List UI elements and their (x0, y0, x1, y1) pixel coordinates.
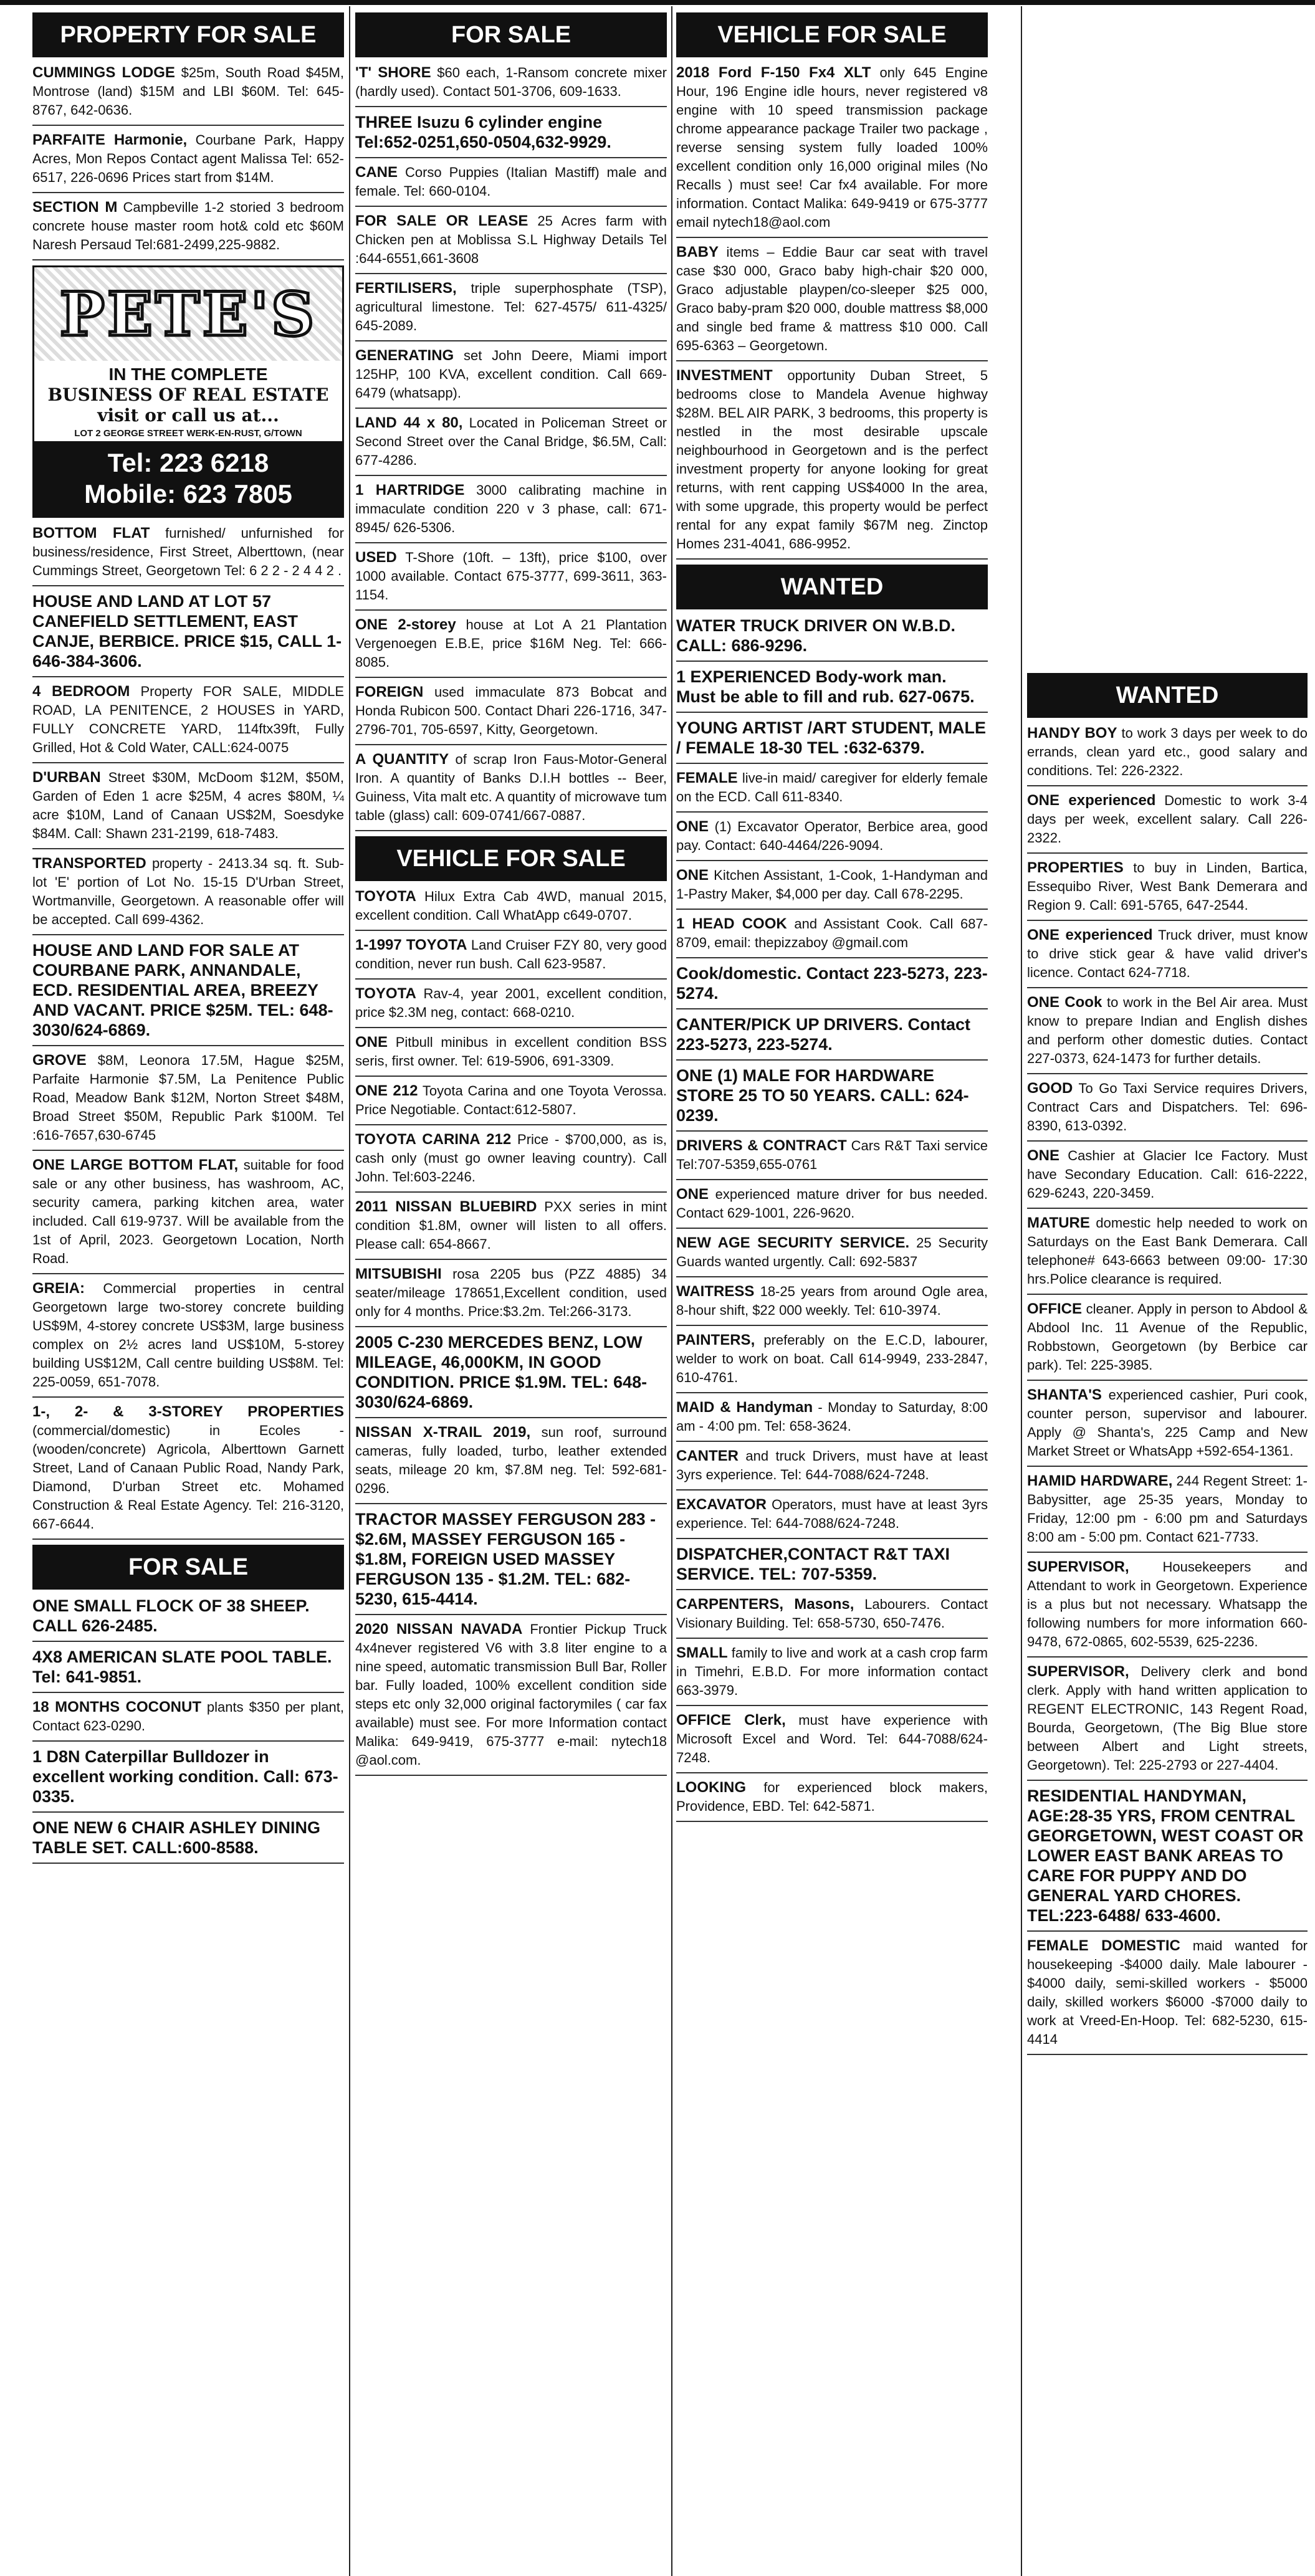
classified-ad (676, 366, 988, 560)
classified-ad (1027, 724, 1308, 786)
ad-lead: LAND 44 x 80, (355, 414, 463, 431)
classified-ad (1027, 791, 1308, 854)
ad-text: domestic help needed to work on Saturdays on the East Bank Demerara. Call telephone# 643-6663 between 09:00- 17:30 hrs.Police clearance is required. (1027, 1215, 1308, 1287)
ad-lead: LOOKING (676, 1779, 746, 1796)
classified-ad (676, 667, 988, 713)
ad-text: $60 each, 1-Ransom concrete mixer (hardly used). Contact 501-3706, 609-1633. (355, 65, 667, 99)
ad-text: - Monday to Saturday, 8:00 am - 4:00 pm. Tel: 658-3624. (676, 1400, 988, 1434)
ad-text: Cashier at Glacier Ice Factory. Must have Secondary Education. Call: 616-2222, 629-6243, 220-3459. (1027, 1148, 1308, 1201)
classified-ad (676, 1234, 988, 1277)
ad-lead: MATURE (1027, 1214, 1090, 1231)
ad-text: To Go Taxi Service requires Drivers, Contract Cars and Dispatchers. Tel: 696-8390, 613-0392. (1027, 1080, 1308, 1133)
classified-ad (32, 524, 344, 586)
ad-lead: ONE (355, 1034, 388, 1051)
classified-ad (676, 1496, 988, 1539)
ad-lead: NEW AGE SECURITY SERVICE. (676, 1234, 910, 1251)
section-header: FOR SALE (355, 12, 667, 57)
ad-text: CANTER/PICK UP DRIVERS. Contact 223-5273, 223-5274. (676, 1015, 971, 1054)
classified-ad (676, 915, 988, 958)
ad-text: (1) Excavator Operator, Berbice area, good pay. Contact: 640-4464/226-9094. (676, 819, 988, 853)
classified-ad (1027, 1937, 1308, 2055)
column-divider (1021, 6, 1022, 2576)
ad-text: furnished/ unfurnished for business/residence, First Street, Alberttown, (near Cummings Street, Georgetown Tel: 6 2 2 - 2 4 4 2 . (32, 525, 344, 578)
classified-ad (355, 64, 667, 107)
logo-tagline: IN THE COMPLETE (108, 365, 268, 384)
ad-lead: TOYOTA CARINA 212 (355, 1131, 512, 1148)
column-divider (349, 6, 350, 2576)
classified-ad (1027, 1558, 1308, 1658)
classified-ad (1027, 993, 1308, 1074)
ad-lead: D'URBAN (32, 769, 101, 786)
ad-lead: A QUANTITY (355, 751, 449, 768)
ad-text: Frontier Pickup Truck 4x4never registered V6 with 3.8 liter engine to a nine speed, automatic transmission Bull Bar, Roller bar. Fully loaded, 100% excellent condition side steps etc only 32,000 original factorymiles ( car fax available) must see. For more Information contact Malika: 649-9419, 675-3777 e-mail: nytech18 @aol.com. (355, 1621, 667, 1768)
ad-text: Delivery clerk and bond clerk. Apply with hand written application to REGENT ELECTRONIC, 143 Regent Road, Bourda, Georgetown, (The Big Blue store between Albert and Light streets, Georgetown). Tel: 225-2793 or 227-4404. (1027, 1664, 1308, 1773)
ad-text: ONE (1) MALE FOR HARDWARE STORE 25 TO 50 YEARS. CALL: 624-0239. (676, 1066, 969, 1125)
classified-ad (676, 818, 988, 861)
column-divider (671, 6, 672, 2576)
classified-ad (32, 1051, 344, 1151)
ad-lead: EXCAVATOR (676, 1496, 767, 1513)
ad-lead: GOOD (1027, 1080, 1073, 1097)
ad-lead: NISSAN X-TRAIL 2019, (355, 1424, 531, 1441)
classified-ad (676, 243, 988, 361)
ad-text: RESIDENTIAL HANDYMAN, AGE:28-35 YRS, FROM CENTRAL GEORGETOWN, WEST COAST OR LOWER EAST BANK AREAS TO CARE FOR PUPPY AND DO GENERAL YARD CHORES. TEL:223-6488/ 633-4600. (1027, 1787, 1304, 1925)
ad-lead: 2018 Ford F-150 Fx4 XLT (676, 64, 871, 81)
ad-text: TRACTOR MASSEY FERGUSON 283 - $2.6M, MASSEY FERGUSON 165 - $1.8M, FOREIGN USED MASSEY FERGUSON 135 - $1.2M. TEL: 682-5230, 615-4414. (355, 1510, 656, 1608)
ad-lead: 1 HEAD COOK (676, 915, 787, 932)
column-property-for-sale (32, 9, 344, 1869)
classified-ad (676, 1398, 988, 1442)
classified-ad (32, 1698, 344, 1742)
ad-text: maid wanted for housekeeping -$4000 daily. Male labourer - $4000 daily, semi-skilled workers - $5000 daily, skilled workers $6000 -$7000 daily to work at Vreed-En-Hoop. Tel: 682-5230, 615-4414 (1027, 1938, 1308, 2047)
ad-text: 25 Security Guards wanted urgently. Call: 692-5837 (676, 1235, 988, 1269)
ad-lead: SECTION M (32, 199, 118, 216)
ad-text: Commercial properties in central Georgetown large two-storey concrete building US$9M, 4-storey concrete US$3M, large business complex on 2½ acres land US$10M, 5-storey building US$12M, Call centre building US$8M. Tel: 225-0059, 651-7078. (32, 1281, 344, 1390)
ad-lead: SHANTA'S (1027, 1386, 1102, 1403)
ad-text: to work 3 days per week to do errands, clean yard etc., good salary and conditions. Tel: 226-2322. (1027, 725, 1308, 778)
ad-text: 25 Acres farm with Chicken pen at Moblissa S.L Highway Details Tel :644-6551,661-3608 (355, 213, 667, 266)
classified-ad (1027, 1147, 1308, 1209)
classified-ad (676, 1014, 988, 1061)
ad-lead: HANDY BOY (1027, 725, 1117, 742)
classified-ad (355, 683, 667, 745)
ad-lead: 1 HARTRIDGE (355, 482, 465, 499)
ad-lead: CANTER (676, 1448, 739, 1464)
classified-ad (355, 112, 667, 158)
classified-ad (676, 769, 988, 813)
classified-ad (32, 1279, 344, 1398)
ad-lead: OFFICE Clerk, (676, 1712, 786, 1729)
ad-text: Price - $700,000, as is, cash only (must go owner leaving country). Call John. Tel:603-2246. (355, 1132, 667, 1185)
ad-list (355, 64, 667, 831)
ad-text: 1 EXPERIENCED Body-work man. Must be able to fill and rub. 627-0675. (676, 667, 975, 706)
ad-lead: TOYOTA (355, 985, 416, 1002)
classified-ad (355, 481, 667, 543)
classified-ad (32, 1818, 344, 1864)
ad-lead: PARFAITE Harmonie, (32, 131, 188, 148)
ad-lead: SUPERVISOR, (1027, 1663, 1129, 1680)
ad-lead: 1-, 2- & 3-STOREY PROPERTIES (32, 1403, 344, 1420)
ad-text: Labourers. Contact Visionary Building. Tel: 658-5730, 650-7476. (676, 1596, 988, 1631)
classified-ad (32, 198, 344, 260)
ad-lead: BOTTOM FLAT (32, 525, 150, 541)
ad-lead: CUMMINGS LODGE (32, 64, 175, 81)
logo-brand: PETE'S (59, 279, 317, 350)
classified-ad (355, 1620, 667, 1776)
ad-text: T-Shore (10ft. – 13ft), price $100, over 1000 available. Contact 675-3777, 699-3611, 363-1154. (355, 550, 667, 603)
ad-text: Operators, must have at least 3yrs experience. Tel: 644-7088/624-7248. (676, 1497, 988, 1531)
ad-list (676, 64, 988, 560)
ad-list (32, 524, 344, 1540)
blank-space (1027, 9, 1308, 669)
classified-ad (1027, 1386, 1308, 1467)
ad-list (676, 616, 988, 1822)
ad-lead: FERTILISERS, (355, 280, 457, 297)
classified-ad (32, 1596, 344, 1642)
classified-ad (355, 1265, 667, 1327)
ad-text: and Assistant Cook. Call 687-8709, email: thepizzaboy @gmail.com (676, 916, 988, 950)
ad-lead: HAMID HARDWARE, (1027, 1472, 1173, 1489)
ad-text: preferably on the E.C.D, labourer, welder to work on boat. Call 614-9949, 233-2847, 610-4761. (676, 1332, 988, 1385)
ad-text: Located in Policeman Street or Second Street over the Canal Bridge, $6.5M, Call: 677-4286. (355, 415, 667, 468)
ad-text: $8M, Leonora 17.5M, Hague $25M, Parfaite Harmonie $7.5M, La Penitence Public Road, Meadow Bank $12M, Norton Street $48M, Broad Street $50M, Republic Park $100M. Tel :616-7657,630-6745 (32, 1052, 344, 1143)
ad-text: suitable for food sale or any other business, has washroom, AC, security camera, parking kitchen area, water included. Call 619-9737. Will be available from the 1st of April, 2023. Georgetown Location, North Road. (32, 1157, 344, 1266)
ad-text: 3000 calibrating machine in immaculate condition 220 v 3 phase, call: 671-8945/ 626-5306. (355, 482, 667, 535)
classified-ad (1027, 926, 1308, 988)
ad-lead: TRANSPORTED (32, 855, 146, 872)
classified-ad (32, 64, 344, 126)
ad-text: house at Lot A 21 Plantation Vergenoegen E.B.E, price $16M Neg. Tel: 666-8085. (355, 617, 667, 670)
classified-ad (355, 1130, 667, 1193)
ad-lead: ONE experienced (1027, 927, 1153, 943)
ad-lead: 'T' SHORE (355, 64, 431, 81)
classified-ad (676, 1331, 988, 1393)
petes-real-estate-ad (32, 265, 344, 518)
logo-phones (34, 441, 342, 516)
classified-ad (32, 854, 344, 935)
ad-lead: SUPERVISOR, (1027, 1558, 1129, 1575)
column-wanted (1027, 9, 1308, 2060)
ad-lead: 2020 NISSAN NAVADA (355, 1621, 523, 1638)
classified-ad (355, 1423, 667, 1504)
ad-text: family to live and work at a cash crop farm in Timehri, E.B.D. For more information contact 663-3979. (676, 1645, 988, 1698)
ad-text: of scrap Iron Faus-Motor-General Iron. A quantity of Banks D.I.H bottles -- Beer, Guiness, Vita malt etc. A quantity of microwave tum table (glass) call: 609-0741/667-0887. (355, 751, 667, 823)
classified-ad (355, 212, 667, 274)
classified-ad (676, 1447, 988, 1491)
ad-lead: ONE (676, 867, 709, 884)
logo-tel: Tel: 223 6218 (107, 448, 269, 477)
ad-lead: ONE 2-storey (355, 616, 456, 633)
section-header: PROPERTY FOR SALE (32, 12, 344, 57)
ad-lead: ONE experienced (1027, 792, 1156, 809)
classified-ad (1027, 1786, 1308, 1932)
ad-text: YOUNG ARTIST /ART STUDENT, MALE / FEMALE 18-30 TEL :632-6379. (676, 718, 986, 757)
column-vehicle-for-sale (676, 9, 988, 1827)
classified-ad (355, 1509, 667, 1615)
classified-ad (355, 414, 667, 476)
section-header: FOR SALE (32, 1545, 344, 1590)
classified-ad (355, 346, 667, 409)
ad-text: Hilux Extra Cab 4WD, manual 2015, excellent condition. Call WhatApp c649-0707. (355, 889, 667, 923)
ad-text: only 645 Engine Hour, 196 Engine idle hours, never registered v8 engine with 10 speed transmission package chrome appearance package Trailer two package , reverse sensing system fully loaded 100% excellent condition only 16,000 original miles (No Recalls ) must see! Car fx4 available. For more information. Contact Malika: 649-9419 or 675-3777 email nytech18@aol.com (676, 65, 988, 230)
section-header: VEHICLE FOR SALE (676, 12, 988, 57)
logo-address: LOT 2 GEORGE STREET WERK-EN-RUST, G/TOWN (74, 428, 302, 439)
ad-lead: MAID & Handyman (676, 1399, 813, 1416)
ad-text: Property FOR SALE, MIDDLE ROAD, LA PENITENCE, 2 HOUSES in YARD, FULLY CONCRETE YARD, 114ftx39ft, Fully Grilled, Hot & Cold Water, CALL:624-0075 (32, 684, 344, 755)
ad-text: Domestic to work 3-4 days per week, excellent salary. Call 226-2322. (1027, 793, 1308, 846)
ad-text: $25m, South Road $45M, Montrose (land) $15M and LBI $60M. Tel: 645-8767, 642-0636. (32, 65, 345, 118)
ad-lead: CARPENTERS, Masons, (676, 1596, 854, 1613)
classified-ad (32, 131, 344, 193)
ad-text: Campbeville 1-2 storied 3 bedroom concrete house master room hot& cold etc $60M Naresh Persaud Tel:681-2499,225-9882. (32, 199, 344, 252)
ad-lead: PAINTERS, (676, 1332, 755, 1348)
ad-lead: DRIVERS & CONTRACT (676, 1137, 847, 1154)
ad-lead: GREIA: (32, 1280, 85, 1297)
classified-ad (676, 866, 988, 910)
ad-text: used immaculate 873 Bobcat and Honda Rubicon 500. Contact Dhari 226-1716, 347-2796-701, 705-6597, Kitty, Georgetown. (355, 684, 667, 737)
ad-text: to work in the Bel Air area. Must know to prepare Indian and English dishes and perform other domestic duties. Contact 227-0373, 624-1473 for further details. (1027, 995, 1308, 1066)
ad-text: Cook/domestic. Contact 223-5273, 223-5274. (676, 964, 988, 1003)
ad-text: experienced mature driver for bus needed. Contact 629-1001, 226-9620. (676, 1186, 988, 1221)
ad-text: triple superphosphate (TSP), agricultural limestone. Tel: 627-4575/ 611-4325/ 645-2089. (355, 280, 667, 333)
classified-ad (355, 616, 667, 678)
ad-lead: ONE 212 (355, 1082, 418, 1099)
classified-ad (32, 591, 344, 677)
ad-text: PXX series in mint condition $1.8M, owner will listen to all offers. Please call: 654-8667. (355, 1199, 667, 1252)
ad-text: rosa 2205 bus (PZZ 4885) 34 seater/mileage 178651,Excellent condition, used only for 4 months. Price:$3.2m. Tel:266-3173. (355, 1266, 667, 1319)
ad-lead: ONE (676, 1186, 709, 1203)
classified-ad (355, 1033, 667, 1077)
ad-lead: CANE (355, 164, 398, 181)
ad-text: Cars R&T Taxi service Tel:707-5359,655-0761 (676, 1138, 988, 1172)
classified-ad (1027, 1662, 1308, 1781)
top-rule (0, 0, 1315, 5)
classified-ad (1027, 1079, 1308, 1142)
ad-lead: 18 MONTHS COCONUT (32, 1699, 201, 1715)
ad-text: and truck Drivers, must have at least 3yrs experience. Tel: 644-7088/624-7248. (676, 1448, 988, 1482)
classified-ad (355, 1082, 667, 1125)
ad-text: Rav-4, year 2001, excellent condition, price $2.3M neg, contact: 668-0210. (355, 986, 667, 1020)
classified-ad (32, 682, 344, 763)
ad-text: cleaner. Apply in person to Abdool & Abdool Inc. 11 Avenue of the Republic, Robbstown, Georgetown (by Berbice car park). Tel: 225-3985. (1027, 1301, 1308, 1373)
ad-lead: MITSUBISHI (355, 1266, 442, 1282)
ad-lead: BABY (676, 244, 719, 260)
ad-text: Toyota Carina and one Toyota Verossa. Price Negotiable. Contact:612-5807. (355, 1083, 667, 1117)
classified-ad (676, 1066, 988, 1132)
ad-lead: SMALL (676, 1644, 728, 1661)
classified-ad (355, 936, 667, 980)
petes-logo (34, 267, 342, 361)
ad-list (32, 64, 344, 260)
ad-text: (commercial/domestic) in Ecoles - (wooden/concrete) Agricola, Alberttown Garnett Street, Land of Canaan Public Road, Nandy Park, Diamond, D'urban Street etc. Mohamed Construction & Real Estate Agency. Tel: 216-3120, 667-6644. (32, 1423, 344, 1532)
ad-lead: ONE Cook (1027, 994, 1102, 1011)
classified-ad (676, 718, 988, 764)
ad-lead: INVESTMENT (676, 367, 773, 384)
ad-list (1027, 724, 1308, 2055)
classified-ad (355, 163, 667, 207)
ad-lead: FOR SALE OR LEASE (355, 212, 528, 229)
ad-text: Pitbull minibus in excellent condition BSS seris, first owner. Tel: 619-5906, 691-3309. (355, 1034, 667, 1069)
ad-text: 244 Regent Street: 1-Babysitter, age 25-35 years, Monday to Friday, 12:00 pm - 6:00 pm and Saturdays 8:00 am - 5:00 pm. Contact 621-7733. (1027, 1473, 1308, 1545)
ad-text: must have experience with Microsoft Excel and Word. Tel: 644-7088/624-7248. (676, 1712, 988, 1765)
ad-text: plants $350 per plant, Contact 623-0290. (32, 1699, 344, 1734)
classified-ad (1027, 1472, 1308, 1553)
classified-ad (1027, 859, 1308, 921)
ad-list (32, 1596, 344, 1864)
classified-ad (676, 1185, 988, 1229)
ad-text: to buy in Linden, Bartica, Essequibo River, West Bank Demerara and Region 9. Call: 691-5765, 647-2544. (1027, 860, 1308, 913)
classified-ad (676, 64, 988, 238)
ad-text: property - 2413.34 sq. ft. Sub-lot 'E' portion of Lot No. 15-15 D'Urban Street, Wortmanville, Georgetown. A reasonable offer will be accepted. Call 699-4362. (32, 856, 344, 927)
classified-ad (355, 750, 667, 831)
ad-lead: FEMALE DOMESTIC (1027, 1937, 1180, 1954)
section-header: VEHICLE FOR SALE (355, 836, 667, 881)
classified-ad (32, 1403, 344, 1540)
ad-lead: FEMALE (676, 770, 738, 786)
column-for-sale (355, 9, 667, 1781)
ad-text: Truck driver, must know to drive stick gear & have valid driver's licence. Contact 624-7718. (1027, 927, 1308, 980)
classified-ad (676, 1778, 988, 1822)
classified-ad (676, 1595, 988, 1639)
ad-text: ONE NEW 6 CHAIR ASHLEY DINING TABLE SET. CALL:600-8588. (32, 1818, 321, 1857)
classified-ad (676, 1644, 988, 1706)
ad-text: 4X8 AMERICAN SLATE POOL TABLE. Tel: 641-9851. (32, 1648, 332, 1686)
ad-list (355, 887, 667, 1776)
classified-ad (1027, 1214, 1308, 1295)
ad-text: live-in maid/ caregiver for elderly female on the ECD. Call 611-8340. (676, 770, 988, 804)
ad-lead: OFFICE (1027, 1300, 1082, 1317)
ad-lead: TOYOTA (355, 888, 416, 905)
ad-lead: GROVE (32, 1052, 87, 1069)
section-header: WANTED (676, 565, 988, 609)
ad-lead: 2011 NISSAN BLUEBIRD (355, 1198, 537, 1215)
ad-lead: 4 BEDROOM (32, 683, 130, 700)
ad-text: Corso Puppies (Italian Mastiff) male and female. Tel: 660-0104. (355, 165, 667, 199)
ad-lead: WAITRESS (676, 1283, 755, 1300)
ad-lead: FOREIGN (355, 684, 424, 700)
classified-ad (676, 1544, 988, 1590)
ad-text: HOUSE AND LAND AT LOT 57 CANEFIELD SETTLEMENT, EAST CANJE, BERBICE. PRICE $15, CALL 1-646-384-3606. (32, 592, 342, 670)
classified-ad (355, 548, 667, 611)
classified-ad (676, 1282, 988, 1326)
classified-ad (355, 1198, 667, 1260)
logo-mobile: Mobile: 623 7805 (84, 479, 292, 508)
ad-text: THREE Isuzu 6 cylinder engine Tel:652-0251,650-0504,632-9929. (355, 113, 611, 151)
ad-text: items – Eddie Baur car seat with travel case $30 000, Graco baby high-chair $20 000, Graco adjustable playpen/co-sleeper $25 000, Graco baby-pram $20 000, double mattress $8,000 and single bed frame & mattress $10 000. Call 695-6363 – Georgetown. (676, 244, 988, 353)
classified-ad (676, 1137, 988, 1180)
classified-ad (355, 887, 667, 931)
classified-ad (355, 1332, 667, 1418)
ad-lead: USED (355, 549, 397, 566)
ad-text: Street $30M, McDoom $12M, $50M, Garden of Eden 1 acre $25M, 4 acres $80M, ¼ acre $10M, Land of Canaan US$2M, Soesdyke $84M. Call: Shawn 231-2199, 618-7483. (32, 770, 344, 841)
classified-ad (355, 279, 667, 341)
ad-lead: ONE (1027, 1147, 1060, 1164)
ad-text: ONE SMALL FLOCK OF 38 SHEEP. CALL 626-2485. (32, 1596, 310, 1635)
ad-lead: PROPERTIES (1027, 859, 1124, 876)
ad-text: experienced cashier, Puri cook, counter person, supervisor and labourer. Apply @ Shanta's, 225 Camp and New Market Street or WhatsApp +592-654-1361. (1027, 1387, 1308, 1459)
ad-text: 1 D8N Caterpillar Bulldozer in excellent working condition. Call: 673-0335. (32, 1747, 338, 1806)
classified-ad (1027, 1300, 1308, 1381)
classified-ad (676, 1711, 988, 1773)
logo-tagline-2: BUSINESS OF REAL ESTATE visit or call us at... (47, 384, 329, 426)
ad-text: 18-25 years from around Ogle area, 8-hour shift, $22 000 weekly. Tel: 610-3974. (676, 1284, 988, 1318)
classified-ad (676, 616, 988, 662)
classified-ad (32, 1747, 344, 1813)
ad-text: set John Deere, Miami import 125HP, 100 KVA, excellent condition. Call 669-6479 (whatsapp). (355, 348, 667, 401)
ad-lead: GENERATING (355, 347, 454, 364)
ad-text: 2005 C-230 MERCEDES BENZ, LOW MILEAGE, 46,000KM, IN GOOD CONDITION. PRICE $1.9M. TEL: 648-3030/624-6869. (355, 1333, 648, 1411)
ad-lead: ONE LARGE BOTTOM FLAT, (32, 1157, 239, 1173)
ad-text: opportunity Duban Street, 5 bedrooms close to Mandela Avenue highway $28M. BEL AIR PARK, 3 bedrooms, this property is nestled in the most desirable upscale neighbourhood in Georgetown and is the perfect investment property for anyone looking for great returns, with rent capping US$4000 In the area, with some upgrade, this property would be perfect rental for any expat family $67M neg. Zinctop Homes 231-4041, 686-9952. (676, 368, 988, 551)
ad-lead: 1-1997 TOYOTA (355, 937, 467, 953)
classified-ad (32, 768, 344, 849)
ad-text: DISPATCHER,CONTACT R&T TAXI SERVICE. TEL: 707-5359. (676, 1545, 950, 1583)
ad-lead: ONE (676, 818, 709, 835)
classified-ad (32, 1156, 344, 1274)
ad-text: Courbane Park, Happy Acres, Mon Repos Contact agent Malissa Tel: 652-6517, 226-0696 Prices start from $14M. (32, 132, 344, 185)
ad-text: WATER TRUCK DRIVER ON W.B.D. CALL: 686-9296. (676, 616, 955, 655)
ad-text: for experienced block makers, Providence, EBD. Tel: 642-5871. (676, 1780, 988, 1814)
ad-text: sun roof, surround cameras, fully loaded, turbo, leather extended seats, mileage 20 km, $7.8M neg. Tel: 592-681-0296. (355, 1424, 667, 1496)
ad-text: Housekeepers and Attendant to work in Georgetown. Experience is a plus but not necessary. Whatsapp the following numbers for more information 660-9478, 672-0865, 602-5539, 625-2236. (1027, 1559, 1308, 1649)
classified-ad (32, 940, 344, 1046)
classified-ad (676, 963, 988, 1009)
ad-text: HOUSE AND LAND FOR SALE AT COURBANE PARK, ANNANDALE, ECD. RESIDENTIAL AREA, BREEZY AND VACANT. PRICE $25M. TEL: 648-3030/624-6869. (32, 941, 333, 1039)
section-header: WANTED (1027, 673, 1308, 718)
ad-text: Land Cruiser FZY 80, very good condition, never run bush. Call 623-9587. (355, 937, 667, 971)
ad-text: Kitchen Assistant, 1-Cook, 1-Handyman and 1-Pastry Maker, $4,000 per day. Call 678-2295. (676, 867, 988, 902)
classified-ad (32, 1647, 344, 1693)
classified-ad (355, 985, 667, 1028)
